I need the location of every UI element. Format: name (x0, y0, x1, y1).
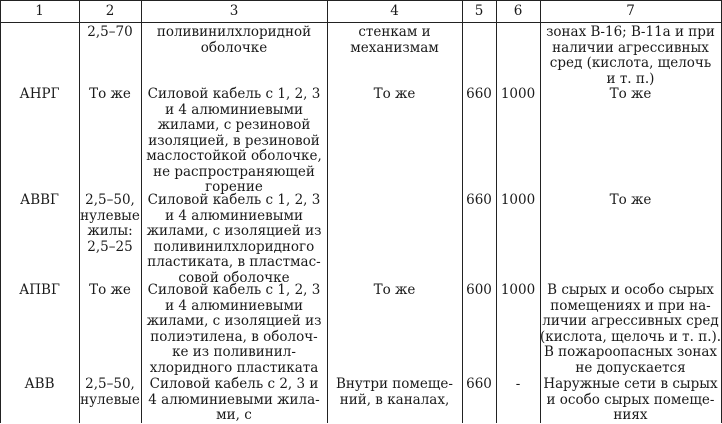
description-cell: Силовой кабель с 1, 2, 3 и 4 алюминиевыми жилами, с изоляцией из поливинилхлоридного пластиката, в пластмас- совой оболочке (146, 192, 322, 286)
column-header: 1 (35, 3, 44, 19)
voltage-cell: 660 (466, 376, 492, 392)
column-header: 4 (390, 3, 399, 19)
voltage-cell: 1000 (500, 86, 536, 102)
table-border-top (0, 0, 722, 1)
voltage-cell: - (515, 376, 521, 392)
column-header: 2 (105, 3, 115, 19)
column-divider (462, 0, 463, 423)
column-divider (496, 0, 497, 423)
cable-brand-cell: АНРГ (19, 86, 60, 102)
voltage-cell: 660 (466, 86, 492, 102)
cross-section-cell: 2,5–50, нулевые жилы: 2,5–25 (80, 192, 140, 255)
description-cell: поливинилхлоридной оболочке (156, 24, 312, 56)
conditions-cell: зонах В-16; В-11а и при наличии агрессивных сред (кислота, щелочь и т. п.) (546, 24, 715, 87)
description-cell: Силовой кабель с 1, 2, 3 и 4 алюминиевыми жилами, с резиновой изоляцией, в резиновой маслостойкой оболочке, не распространяющей горение (146, 86, 322, 195)
voltage-cell: 660 (466, 192, 492, 208)
column-header: 5 (474, 3, 484, 19)
usage-cell: стенкам и механизмам (350, 24, 439, 56)
conditions-cell: Наружные сети в сырых и особо сырых помеще- ниях (543, 376, 718, 423)
column-divider (327, 0, 328, 423)
usage-cell: То же (373, 282, 416, 298)
cross-section-cell: То же (89, 282, 131, 298)
cable-brand-cell: АВВГ (19, 192, 59, 208)
header-divider (0, 22, 722, 23)
cable-brand-cell: АВВ (24, 376, 55, 392)
table-border-left (0, 0, 1, 423)
conditions-cell: То же (609, 86, 652, 102)
description-cell: Силовой кабель с 2, 3 и 4 алюминиевыми жила- ми, с (148, 376, 320, 423)
voltage-cell: 1000 (500, 192, 536, 208)
column-header: 3 (229, 3, 239, 19)
cross-section-cell: 2,5–70 (87, 24, 133, 40)
voltage-cell: 600 (466, 282, 492, 298)
conditions-cell: То же (609, 192, 652, 208)
voltage-cell: 1000 (500, 282, 536, 298)
conditions-cell: В сырых и особо сырых помещениях и при на- личии агрессивных сред (кислота, щелочь и т. п.). В пожароопасных зонах не допускается (540, 282, 722, 376)
description-cell: Силовой кабель с 1, 2, 3 и 4 алюминиевыми жилами, с изоляцией из полиэтилена, в оболоч- ке из поливинил- хлоридного пластиката (146, 282, 322, 376)
usage-cell: То же (373, 86, 416, 102)
cross-section-cell: 2,5–50, нулевые (80, 376, 140, 408)
usage-cell: Внутри помеще- ний, в каналах, (336, 376, 453, 408)
column-header: 7 (626, 3, 635, 19)
cross-section-cell: То же (89, 86, 131, 102)
cable-brand-cell: АПВГ (19, 282, 60, 298)
column-header: 6 (513, 3, 523, 19)
